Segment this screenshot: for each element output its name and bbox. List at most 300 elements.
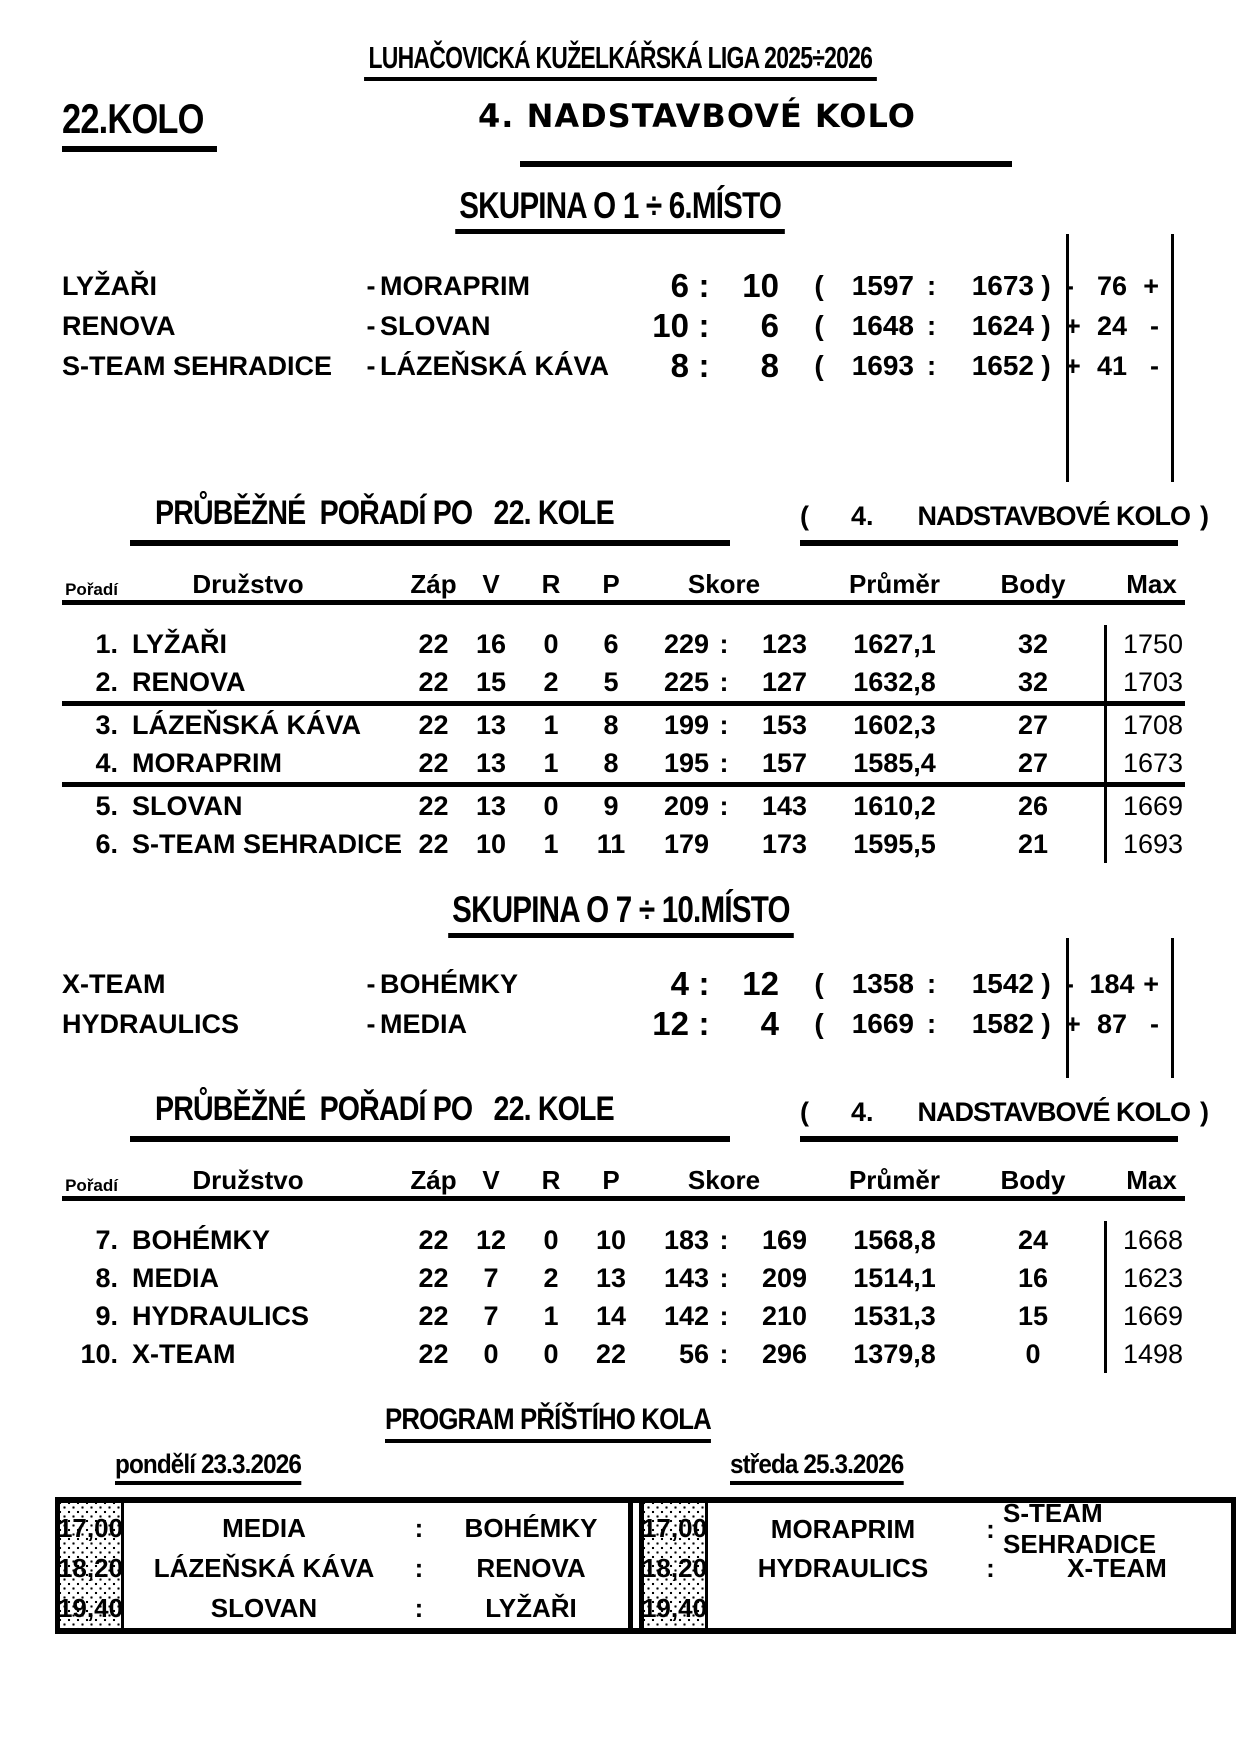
match-row — [0, 1004, 1241, 1044]
fixture-row — [124, 1549, 628, 1589]
round-row — [0, 95, 1241, 151]
fixture-row — [708, 1498, 1231, 1559]
colon: : — [986, 1553, 995, 1584]
round-number: 22.KOLO — [62, 95, 217, 152]
monday-time-column — [57, 1503, 124, 1628]
diff-value: 24 — [1096, 310, 1128, 341]
body: 15 — [1017, 1300, 1049, 1331]
paren-close: ) — [1041, 1008, 1051, 1039]
col-druzstvo: Družstvo — [192, 1165, 304, 1195]
v: 10 — [475, 828, 507, 859]
zap: 22 — [418, 1262, 449, 1293]
max: 1668 — [1104, 1221, 1199, 1259]
max: 1693 — [1104, 825, 1199, 863]
diff-sign-right: - — [1150, 350, 1159, 381]
v: 12 — [475, 1224, 507, 1255]
body: 0 — [1025, 1338, 1041, 1369]
max: 1669 — [1104, 787, 1199, 825]
header-underline — [62, 600, 1185, 605]
pins-colon: : — [926, 1008, 937, 1039]
time: 17,00 — [57, 1513, 124, 1544]
col-prumer: Průměr — [848, 569, 941, 599]
max: 1673 — [1104, 744, 1199, 782]
prumer: 1602,3 — [853, 709, 936, 740]
zap: 22 — [418, 709, 449, 740]
dash: - — [366, 1008, 376, 1039]
col-druzstvo: Družstvo — [192, 569, 304, 599]
paren-open: ( — [800, 501, 809, 531]
time: 18,20 — [57, 1553, 124, 1583]
away-team: BOHÉMKY — [380, 968, 519, 999]
skore-home: 199 — [663, 709, 709, 740]
standings-row — [0, 1259, 1241, 1297]
standings-title-main: PRŮBĚŽNÉ POŘADÍ PO 22. KOLE — [155, 1090, 614, 1128]
fixture-row — [708, 1589, 1231, 1629]
r: 2 — [543, 666, 559, 697]
away-team: MORAPRIM — [380, 270, 530, 301]
standings2-title — [0, 1090, 1241, 1132]
skore-sep: : — [719, 666, 729, 697]
score-away: 12 — [742, 965, 779, 1002]
diff-sign-left: - — [1065, 968, 1074, 999]
diff-sign-right: + — [1143, 968, 1159, 999]
body: 27 — [1017, 747, 1049, 778]
max: 1623 — [1104, 1259, 1199, 1297]
rank: 2. — [95, 666, 118, 697]
paren-open: ( — [814, 270, 824, 301]
program-dates — [0, 1449, 1241, 1485]
diff-value: 87 — [1096, 1008, 1128, 1039]
wednesday-box — [639, 1498, 1236, 1628]
skore-home: 143 — [663, 1262, 709, 1293]
skore-home: 142 — [663, 1300, 709, 1331]
diff-sign-right: + — [1143, 270, 1159, 301]
standings-row — [0, 744, 1241, 782]
home-team: SLOVAN — [210, 1592, 318, 1623]
r: 0 — [543, 1338, 559, 1369]
standings-row — [0, 706, 1241, 744]
monday-fixtures — [124, 1503, 628, 1628]
score-away: 10 — [742, 267, 779, 304]
wednesday-date: středa 25.3.2026 — [730, 1449, 903, 1485]
wednesday-fixtures — [708, 1498, 1231, 1628]
skore-home: 195 — [663, 747, 709, 778]
score-colon: : — [698, 965, 710, 1002]
diff-sign-left: + — [1065, 350, 1081, 381]
pins-away: 1652 — [971, 350, 1034, 381]
r: 0 — [543, 628, 559, 659]
body: 32 — [1017, 666, 1049, 697]
r: 1 — [543, 828, 559, 859]
col-poradi: Pořadí — [65, 1176, 118, 1195]
fixture-row — [124, 1509, 628, 1549]
p: 5 — [603, 666, 619, 697]
diff-sign-right: - — [1150, 1008, 1159, 1039]
standings-row — [0, 1297, 1241, 1335]
zap: 22 — [418, 628, 449, 659]
paren-open: ( — [800, 1097, 809, 1127]
col-zap: Záp — [410, 569, 457, 599]
prumer: 1632,8 — [853, 666, 936, 697]
home-team: HYDRAULICS — [757, 1553, 929, 1584]
title-underline — [130, 1136, 730, 1142]
group1-matches — [0, 234, 1241, 482]
col-p: P — [602, 569, 620, 599]
rank: 1. — [95, 628, 118, 659]
team: SLOVAN — [132, 790, 243, 821]
paren-close: ) — [1041, 350, 1051, 381]
v: 7 — [483, 1262, 499, 1293]
skore-sep: : — [719, 790, 729, 821]
r: 0 — [543, 790, 559, 821]
col-r: R — [541, 1165, 561, 1195]
away-team: LYŽAŘI — [485, 1592, 577, 1623]
p: 22 — [595, 1338, 627, 1369]
skore-away: 169 — [761, 1224, 807, 1255]
max: 1708 — [1104, 706, 1199, 744]
r: 1 — [543, 1300, 559, 1331]
pins-away: 1542 — [971, 968, 1034, 999]
standings1-body — [0, 625, 1241, 863]
standings1-header — [62, 570, 1241, 600]
col-v: V — [482, 569, 500, 599]
pins-colon: : — [926, 270, 937, 301]
score-home: 4 — [670, 965, 689, 1002]
col-v: V — [482, 1165, 500, 1195]
skore-home: 225 — [663, 666, 709, 697]
standings1-underlines — [0, 540, 1241, 546]
standings-row — [0, 825, 1241, 863]
skore-sep: : — [719, 1300, 729, 1331]
match-row — [0, 346, 1241, 386]
standings-title-main: PRŮBĚŽNÉ POŘADÍ PO 22. KOLE — [155, 494, 614, 532]
max: 1669 — [1104, 1297, 1199, 1335]
diff-value: 184 — [1089, 968, 1135, 999]
v: 15 — [475, 666, 507, 697]
skore-away: 153 — [761, 709, 807, 740]
team: LYŽAŘI — [132, 628, 228, 659]
standings2-body — [0, 1221, 1241, 1373]
body: 26 — [1017, 790, 1049, 821]
v: 7 — [483, 1300, 499, 1331]
p: 8 — [603, 709, 619, 740]
away-team: BOHÉMKY — [464, 1513, 598, 1544]
home-team: LYŽAŘI — [62, 270, 158, 301]
standings2-underlines — [0, 1136, 1241, 1142]
p: 13 — [595, 1262, 627, 1293]
skore-sep: : — [719, 628, 729, 659]
diff-sign-left: - — [1065, 270, 1074, 301]
standings-row — [0, 625, 1241, 663]
pins-home: 1648 — [851, 310, 914, 341]
col-poradi: Pořadí — [65, 580, 118, 599]
rank: 6. — [95, 828, 118, 859]
pins-home: 1669 — [851, 1008, 914, 1039]
skore-home: 229 — [663, 628, 709, 659]
skore-home: 179 — [663, 828, 709, 859]
pins-away: 1582 — [971, 1008, 1034, 1039]
header-underline — [62, 1196, 1185, 1201]
team: MEDIA — [132, 1262, 219, 1293]
pins-away: 1624 — [971, 310, 1034, 341]
time: 18,20 — [641, 1553, 708, 1583]
away-team: SLOVAN — [380, 310, 491, 341]
score-colon: : — [698, 307, 710, 344]
round-phase: 4. NADSTAVBOVÉ KOLO — [478, 97, 916, 135]
v: 0 — [483, 1338, 499, 1369]
standings-row — [0, 1335, 1241, 1373]
col-skore: Skore — [687, 1165, 761, 1195]
team: S-TEAM SEHRADICE — [132, 828, 403, 859]
zap: 22 — [418, 747, 449, 778]
home-team: HYDRAULICS — [62, 1008, 240, 1039]
diff-value: 41 — [1096, 350, 1128, 381]
group2-heading-row — [0, 889, 1241, 938]
match-row — [0, 266, 1241, 306]
body: 16 — [1017, 1262, 1049, 1293]
pins-colon: : — [926, 310, 937, 341]
prumer: 1514,1 — [853, 1262, 936, 1293]
away-team: LÁZEŇSKÁ KÁVA — [380, 350, 609, 381]
col-max: Max — [1126, 1165, 1177, 1195]
paren-close: ) — [1041, 270, 1051, 301]
skore-sep — [709, 825, 739, 863]
home-team: MEDIA — [222, 1513, 306, 1544]
rank: 4. — [95, 747, 118, 778]
diff-sign-left: + — [1065, 310, 1081, 341]
body: 24 — [1017, 1224, 1049, 1255]
skore-away: 210 — [761, 1300, 807, 1331]
colon: : — [414, 1592, 424, 1623]
wednesday-time-column — [641, 1503, 708, 1628]
match-row — [0, 964, 1241, 1004]
prumer: 1610,2 — [853, 790, 936, 821]
standings-title-side — [800, 501, 1209, 532]
p: 9 — [603, 790, 619, 821]
paren-close: ) — [1041, 968, 1051, 999]
col-body: Body — [1000, 569, 1066, 599]
home-team: MORAPRIM — [770, 1513, 916, 1544]
skore-home: 183 — [663, 1224, 709, 1255]
pins-away: 1673 — [971, 270, 1034, 301]
skore-away: 123 — [761, 628, 807, 659]
standings-row — [0, 787, 1241, 825]
rank: 5. — [95, 790, 118, 821]
pins-home: 1597 — [851, 270, 914, 301]
title-underline — [130, 540, 730, 546]
program-heading: PROGRAM PŘÍŠTÍHO KOLA — [385, 1403, 711, 1443]
phase-number: 4. — [851, 1097, 874, 1127]
group1-heading: SKUPINA O 1 ÷ 6.MÍSTO — [456, 185, 786, 234]
score-home: 10 — [652, 307, 689, 344]
program-heading-row — [385, 1403, 1241, 1443]
time: 17,00 — [641, 1513, 708, 1544]
standings-title-side — [800, 1097, 1209, 1128]
phase-label: NADSTAVBOVÉ KOLO — [917, 501, 1191, 531]
time: 19,40 — [57, 1592, 124, 1623]
paren-open: ( — [814, 1008, 824, 1039]
max: 1498 — [1104, 1335, 1199, 1373]
group2-matches — [0, 938, 1241, 1078]
body: 27 — [1017, 709, 1049, 740]
standings2-header — [62, 1166, 1241, 1196]
col-skore: Skore — [687, 569, 761, 599]
score-colon: : — [698, 267, 710, 304]
skore-away: 157 — [761, 747, 807, 778]
score-away: 6 — [760, 307, 779, 344]
standings-row — [0, 663, 1241, 701]
away-team: X-TEAM — [1067, 1553, 1167, 1584]
skore-sep: : — [719, 1262, 729, 1293]
prumer: 1568,8 — [853, 1224, 936, 1255]
body: 21 — [1017, 828, 1049, 859]
skore-away: 209 — [761, 1262, 807, 1293]
team: LÁZEŇSKÁ KÁVA — [132, 709, 361, 740]
skore-away: 143 — [761, 790, 807, 821]
p: 14 — [595, 1300, 627, 1331]
score-home: 8 — [670, 347, 689, 384]
away-team: S-TEAM SEHRADICE — [1003, 1498, 1157, 1559]
prumer: 1379,8 — [853, 1338, 936, 1369]
prumer: 1627,1 — [853, 628, 936, 659]
score-home: 12 — [652, 1005, 689, 1042]
dash: - — [366, 968, 376, 999]
away-team: RENOVA — [476, 1553, 586, 1583]
rank: 10. — [80, 1338, 118, 1369]
col-max: Max — [1126, 569, 1177, 599]
diff-column-bars — [1066, 938, 1174, 1078]
dash: - — [366, 310, 376, 341]
rank: 8. — [95, 1262, 118, 1293]
skore-home: 56 — [678, 1338, 709, 1369]
team: RENOVA — [132, 666, 246, 697]
rank: 9. — [95, 1300, 118, 1331]
diff-sign-left: + — [1065, 1008, 1081, 1039]
r: 2 — [543, 1262, 559, 1293]
colon: : — [414, 1553, 424, 1583]
group1-heading-row — [0, 185, 1241, 234]
col-p: P — [602, 1165, 620, 1195]
prumer: 1595,5 — [853, 828, 936, 859]
skore-away: 173 — [761, 828, 807, 859]
score-colon: : — [698, 1005, 710, 1042]
monday-date: pondělí 23.3.2026 — [115, 1449, 301, 1485]
max: 1703 — [1104, 663, 1199, 701]
league-title-row — [0, 40, 1241, 81]
r: 0 — [543, 1224, 559, 1255]
score-colon: : — [698, 347, 710, 384]
score-away: 8 — [760, 347, 779, 384]
v: 13 — [475, 747, 507, 778]
p: 6 — [603, 628, 619, 659]
group2-heading: SKUPINA O 7 ÷ 10.MÍSTO — [448, 889, 793, 938]
zap: 22 — [418, 666, 449, 697]
fixture-row — [124, 1588, 628, 1628]
time: 19,40 — [641, 1592, 708, 1623]
paren-open: ( — [814, 968, 824, 999]
colon: : — [414, 1513, 424, 1544]
paren-close: ) — [1041, 310, 1051, 341]
home-team: RENOVA — [62, 310, 176, 341]
pins-colon: : — [926, 968, 937, 999]
side-underline — [800, 540, 1178, 546]
standings1-title — [0, 494, 1241, 536]
dash: - — [366, 270, 376, 301]
diff-column-bars — [1066, 234, 1174, 482]
col-body: Body — [1000, 1165, 1066, 1195]
home-team: X-TEAM — [62, 968, 166, 999]
prumer: 1585,4 — [853, 747, 936, 778]
body: 32 — [1017, 628, 1049, 659]
col-zap: Záp — [410, 1165, 457, 1195]
skore-sep: : — [719, 747, 729, 778]
league-title: LUHAČOVICKÁ KUŽELKÁŘSKÁ LIGA 2025÷2026 — [364, 40, 877, 81]
team: HYDRAULICS — [132, 1300, 310, 1331]
home-team: LÁZEŇSKÁ KÁVA — [153, 1553, 375, 1583]
round-phase-underline — [520, 161, 1012, 167]
p: 10 — [595, 1224, 627, 1255]
score-away: 4 — [760, 1005, 779, 1042]
schedule — [55, 1497, 1236, 1634]
skore-away: 296 — [761, 1338, 807, 1369]
col-r: R — [541, 569, 561, 599]
colon: : — [986, 1513, 995, 1544]
zap: 22 — [418, 828, 449, 859]
p: 8 — [603, 747, 619, 778]
p: 11 — [596, 828, 626, 859]
phase-number: 4. — [851, 501, 874, 531]
standings-row — [0, 1221, 1241, 1259]
match-row — [0, 306, 1241, 346]
r: 1 — [543, 747, 559, 778]
monday-box — [55, 1503, 633, 1628]
rank: 3. — [95, 709, 118, 740]
zap: 22 — [418, 1338, 449, 1369]
paren-open: ( — [814, 350, 824, 381]
skore-home: 209 — [663, 790, 709, 821]
team: X-TEAM — [132, 1338, 236, 1369]
diff-value: 76 — [1096, 270, 1128, 301]
paren-close: ) — [1200, 501, 1210, 531]
skore-sep: : — [719, 1338, 729, 1369]
v: 13 — [475, 790, 507, 821]
home-team: S-TEAM SEHRADICE — [62, 350, 333, 381]
zap: 22 — [418, 1300, 449, 1331]
phase-label: NADSTAVBOVÉ KOLO — [917, 1097, 1191, 1127]
away-team: MEDIA — [380, 1008, 467, 1039]
paren-open: ( — [814, 310, 824, 341]
r: 1 — [543, 709, 559, 740]
prumer: 1531,3 — [853, 1300, 936, 1331]
team: MORAPRIM — [132, 747, 282, 778]
paren-close: ) — [1200, 1097, 1210, 1127]
side-underline — [800, 1136, 1178, 1142]
diff-sign-right: - — [1150, 310, 1159, 341]
dash: - — [366, 350, 376, 381]
zap: 22 — [418, 790, 449, 821]
skore-sep: : — [719, 709, 729, 740]
rank: 7. — [95, 1224, 118, 1255]
skore-sep: : — [719, 1224, 729, 1255]
fixture-row — [708, 1549, 1231, 1589]
score-home: 6 — [670, 267, 689, 304]
max: 1750 — [1104, 625, 1199, 663]
v: 13 — [475, 709, 507, 740]
col-prumer: Průměr — [848, 1165, 941, 1195]
v: 16 — [475, 628, 507, 659]
pins-home: 1693 — [851, 350, 914, 381]
pins-colon: : — [926, 350, 937, 381]
